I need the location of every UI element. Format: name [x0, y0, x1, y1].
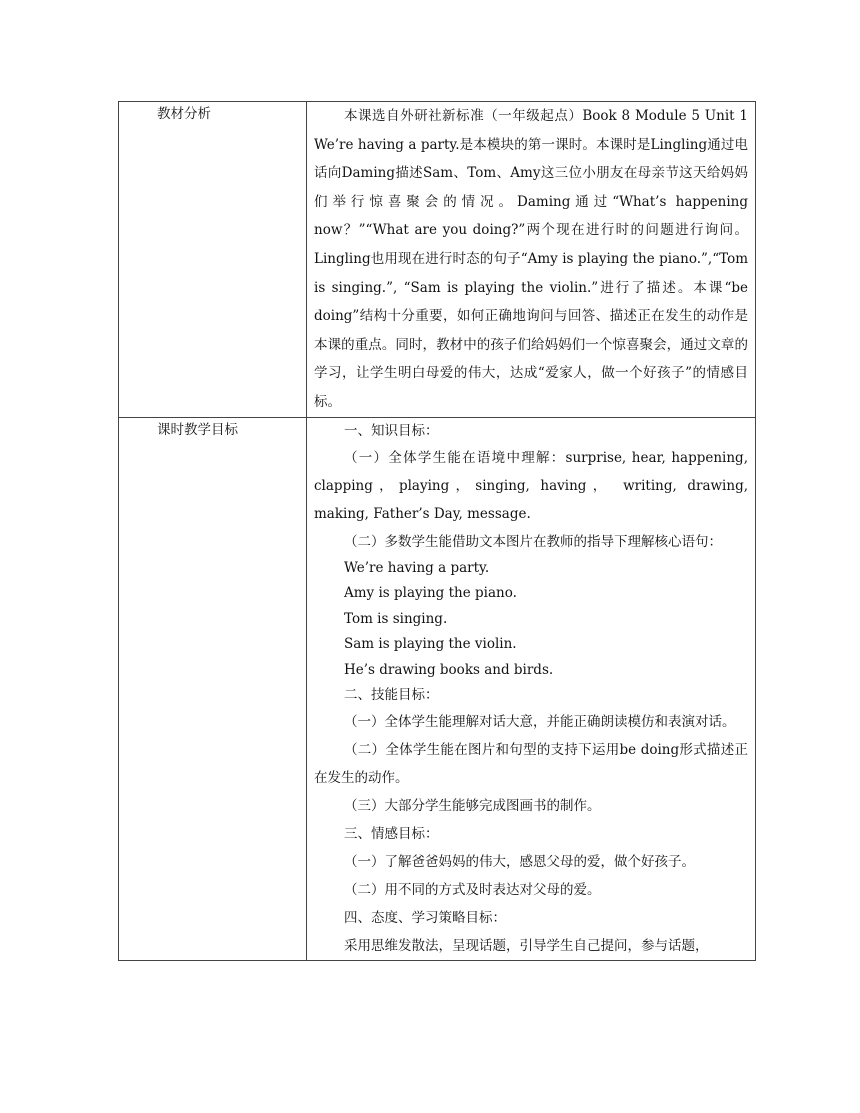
skill-heading: 二、技能目标：	[344, 686, 439, 703]
skill-item-1: （一）全体学生能理解对话大意，并能正确朗读模仿和表演对话。	[344, 714, 736, 731]
row-label-analysis: 教材分析	[157, 106, 211, 122]
attitude-item-1: 采用思维发散法，呈现话题，引导学生自己提问，参与话题，	[344, 938, 709, 955]
content-cell-analysis	[307, 102, 756, 418]
knowledge-item-2: （二）多数学生能借助文本图片在教师的指导下理解核心语句：	[344, 533, 722, 550]
attitude-heading: 四、态度、学习策略目标：	[344, 910, 506, 927]
skill-item-2: （二）全体学生能在图片和句型的支持下运用be doing形式描述正在发生的动作。	[314, 742, 748, 787]
analysis-paragraph: 本课选自外研社新标准（一年级起点）Book 8 Module 5 Unit 1 We’re having a party.是本模块的第一课时。本课时是Lingling通过电话向Daming描述Sam、Tom、Amy这三位小朋友在母亲节这天给妈妈们举行惊喜聚会的情况。Daming通过“What’s happening now？”“What are you doing?”两个现在进行时的问题进行询问。Lingling也用现在进行时态的句子“Amy is playing the piano.”,“Tom is singing.”, “Sam is playing the violin.”进行了描述。本课“be doing”结构十分重要，如何正确地询问与回答、描述正在发生的动作是本课的重点。同时，教材中的孩子们给妈妈们一个惊喜聚会，通过文章的学习，让学生明白母爱的伟大，达成“爱家人，做一个好孩子”的情感目标。	[314, 108, 748, 410]
core-sentence: Tom is singing.	[344, 610, 448, 627]
skill-item-3: （三）大部分学生能够完成图画书的制作。	[344, 798, 601, 815]
table-row-objectives	[119, 417, 756, 961]
label-cell-analysis	[119, 102, 307, 418]
emotion-heading: 三、情感目标：	[344, 826, 439, 843]
emotion-item-2: （二）用不同的方式及时表达对父母的爱。	[344, 882, 601, 899]
row-label-objectives: 课时教学目标	[157, 421, 238, 438]
knowledge-item-1: （一）全体学生能在语境中理解：surprise, hear, happening, clapping，playing，singing, having， writing, drawing, making, Father’s Day, message.	[314, 449, 748, 522]
content-cell-objectives	[307, 417, 756, 961]
emotion-item-1: （一）了解爸爸妈妈的伟大，感恩父母的爱，做个好孩子。	[344, 854, 695, 871]
label-cell-objectives	[119, 417, 307, 961]
objectives-content	[307, 418, 755, 961]
analysis-content	[307, 102, 755, 417]
knowledge-heading: 一、知识目标：	[344, 422, 439, 439]
core-sentence: Sam is playing the violin.	[344, 636, 517, 653]
lesson-plan-table	[118, 101, 756, 961]
core-sentence: He’s drawing books and birds.	[344, 661, 554, 678]
table-row-analysis	[119, 102, 756, 418]
core-sentence: Amy is playing the piano.	[344, 585, 517, 602]
core-sentence: We’re having a party.	[344, 559, 490, 576]
